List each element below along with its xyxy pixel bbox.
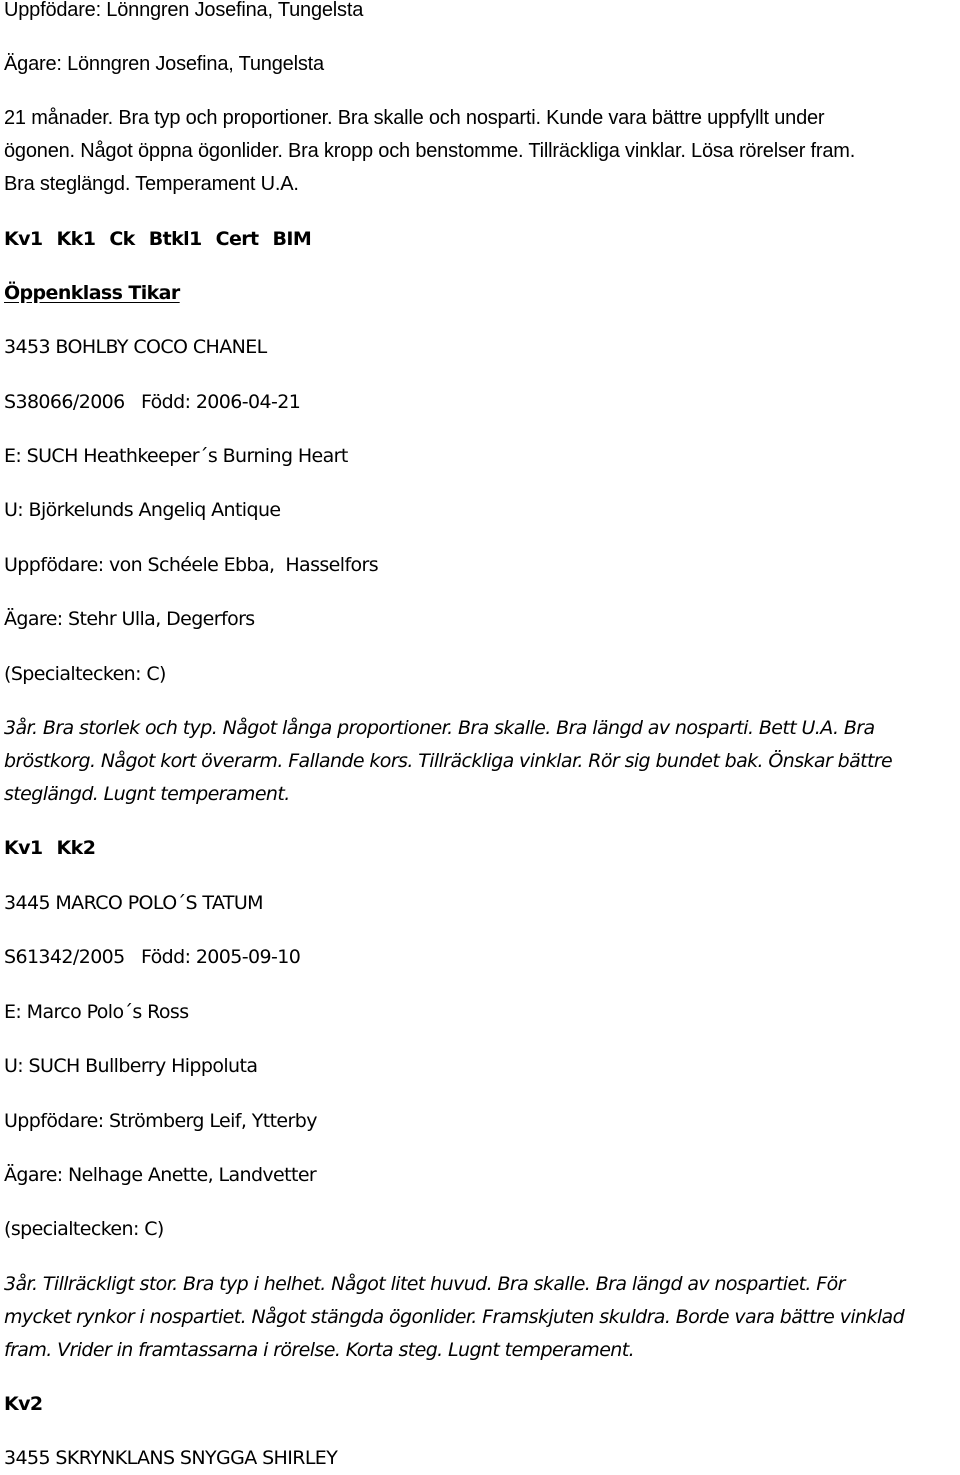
result-award: Kk2 xyxy=(56,837,96,859)
result-award: Ck xyxy=(109,228,135,250)
critique-line: ögonen. Något öppna ögonlider. Bra kropp och benstomme. Tillräckliga vinklar. Lösa rörelser fram. xyxy=(4,140,856,162)
breeder-line: Uppfödare: von Schéele Ebba, Hasselfors xyxy=(4,554,379,576)
critique-line: Bra steglängd. Temperament U.A. xyxy=(4,173,299,195)
dog-name: 3455 SKRYNKLANS SNYGGA SHIRLEY xyxy=(4,1447,338,1469)
result-award: Kv1 xyxy=(4,837,43,859)
results-line xyxy=(4,223,325,256)
result-award: BIM xyxy=(272,228,312,250)
sire-line: E: SUCH Heathkeeper´s Burning Heart xyxy=(4,445,348,467)
sire-line: E: Marco Polo´s Ross xyxy=(4,1001,189,1023)
registration-line: S38066/2006 Född: 2006-04-21 xyxy=(4,391,301,413)
result-award: Cert xyxy=(215,228,259,250)
breeder-line: Uppfödare: Lönngren Josefina, Tungelsta xyxy=(4,0,364,21)
owner-line: Ägare: Stehr Ulla, Degerfors xyxy=(4,608,255,630)
special-mark-line: (Specialtecken: C) xyxy=(4,663,166,685)
class-heading: Öppenklass Tikar xyxy=(4,282,180,304)
critique-line: 3år. Bra storlek och typ. Något långa proportioner. Bra skalle. Bra längd av nosparti. Bett U.A. Bra xyxy=(4,717,875,739)
result-award: Kv2 xyxy=(4,1393,43,1415)
results-line xyxy=(4,832,109,865)
dog-name: 3445 MARCO POLO´S TATUM xyxy=(4,892,263,914)
critique-line: fram. Vrider in framtassarna i rörelse. Korta steg. Lugnt temperament. xyxy=(4,1339,635,1361)
owner-line: Ägare: Nelhage Anette, Landvetter xyxy=(4,1164,317,1186)
special-mark-line: (specialtecken: C) xyxy=(4,1218,164,1240)
critique-line: 21 månader. Bra typ och proportioner. Bra skalle och nosparti. Kunde vara bättre uppfyllt under xyxy=(4,107,825,129)
dog-name: 3453 BOHLBY COCO CHANEL xyxy=(4,336,267,358)
dam-line: U: Björkelunds Angeliq Antique xyxy=(4,499,281,521)
critique-line: steglängd. Lugnt temperament. xyxy=(4,783,290,805)
dam-line: U: SUCH Bullberry Hippoluta xyxy=(4,1055,258,1077)
result-award: Kk1 xyxy=(56,228,96,250)
result-award: Btkl1 xyxy=(148,228,202,250)
critique-line: mycket rynkor i nospartiet. Något stängda ögonlider. Framskjuten skuldra. Borde vara bättre vinklad xyxy=(4,1306,905,1328)
breeder-line: Uppfödare: Strömberg Leif, Ytterby xyxy=(4,1110,317,1132)
critique-line: 3år. Tillräckligt stor. Bra typ i helhet. Något litet huvud. Bra skalle. Bra längd av nospartiet. För xyxy=(4,1273,845,1295)
registration-line: S61342/2005 Född: 2005-09-10 xyxy=(4,946,301,968)
results-line xyxy=(4,1388,57,1421)
result-award: Kv1 xyxy=(4,228,43,250)
critique-line: bröstkorg. Något kort överarm. Fallande kors. Tillräckliga vinklar. Rör sig bundet bak. Önskar bättre xyxy=(4,750,893,772)
owner-line: Ägare: Lönngren Josefina, Tungelsta xyxy=(4,53,324,75)
